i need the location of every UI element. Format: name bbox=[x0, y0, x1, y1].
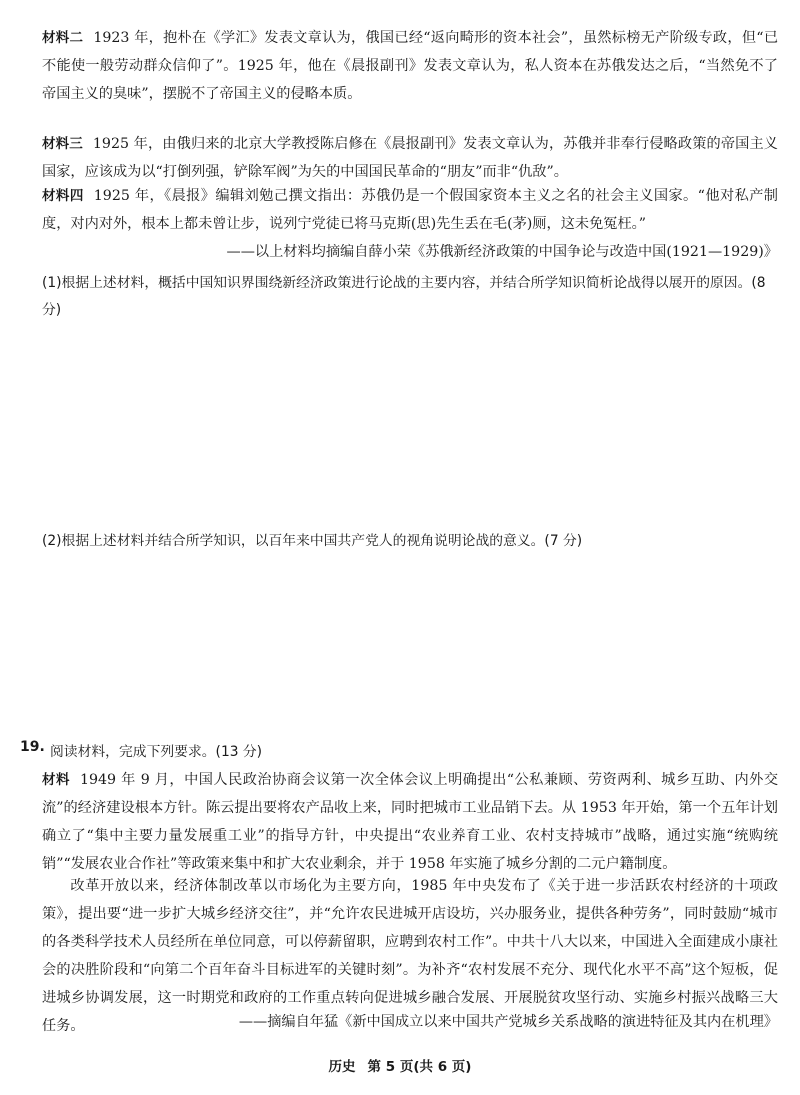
q19-material-para-2: 改革开放以来，经济体制改革以市场化为主要方向，1985 年中央发布了《关于进一步活跃农村经济的十项政策》，提出要“进一步扩大城乡经济交往”，并“允许农民进城开店设坊，兴办服务业，提供各种劳务”，同时鼓励“城市的各类科学技术人员经所在单位同意，可以停薪留职，应聘到农村工作”。中共十八大以来，中国进入全面建成小康社会的决胜阶段和“向第二个百年奋斗目标进军的关键时刻”。为补齐“农村发展不充分、现代化水平不高”这个短板，促进城乡协调发展，这一时期党和政府的工作重点转向促进城乡融合发展、开展脱贫攻坚行动、实施乡村振兴战略三大任务。 bbox=[42, 878, 778, 1034]
footer-subject: 历史 bbox=[328, 1059, 356, 1075]
material-3 bbox=[42, 130, 778, 186]
material-3-tag: 材料三 bbox=[42, 136, 83, 152]
question-2: (2)根据上述材料并结合所学知识，以百年来中国共产党人的视角说明论战的意义。(7 分) bbox=[42, 533, 583, 549]
material-4-tag: 材料四 bbox=[42, 188, 84, 204]
material-2-tag: 材料二 bbox=[42, 30, 84, 46]
question-19-number: 19. bbox=[20, 739, 45, 755]
q19-material-tag: 材料 bbox=[42, 772, 70, 788]
footer-page-number: 第 5 页(共 6 页) bbox=[367, 1059, 472, 1075]
question-1: (1)根据上述材料，概括中国知识界围绕新经济政策进行论战的主要内容，并结合所学知识简析论战得以展开的原因。(8 分) bbox=[42, 275, 766, 318]
material-4-text: 1925 年，《晨报》编辑刘勉己撰文指出：苏俄仍是一个假国家资本主义之名的社会主义国家。“他对私产制度，对内对外，根本上都未曾让步，说列宁党徒已将马克斯(思)先生丢在毛(茅)厕，这未免冤枉。” bbox=[42, 188, 778, 232]
page-footer bbox=[0, 1055, 800, 1075]
material-2 bbox=[42, 24, 778, 108]
material-4 bbox=[42, 182, 778, 238]
q19-source: ——摘编自年猛《新中国成立以来中国共产党城乡关系战略的演进特征及其内在机理》 bbox=[238, 1014, 778, 1030]
material-2-text: 1923 年，抱朴在《学汇》发表文章认为，俄国已经“返向畸形的资本社会”，虽然标榜无产阶级专政，但“已不能使一般劳动群众信仰了”。1925 年，他在《晨报副刊》发表文章认为，私人资本在苏俄发达之后，“当然免不了帝国主义的臭味”，摆脱不了帝国主义的侵略本质。 bbox=[42, 30, 779, 102]
material-3-text: 1925 年，由俄归来的北京大学教授陈启修在《晨报副刊》发表文章认为，苏俄并非奉行侵略政策的帝国主义国家，应该成为以“打倒列强，铲除军阀”为矢的中国国民革命的“朋友”而非“仇敌”。 bbox=[42, 136, 778, 180]
q19-material-text-1: 1949 年 9 月，中国人民政治协商会议第一次全体会议上明确提出“公私兼顾、劳资两利、城乡互助、内外交流”的经济建设根本方针。陈云提出要将农产品收上来，同时把城市工业品销下去。从 1953 年开始，第一个五年计划确立了“集中主要力量发展重工业”的指导方针，中央提出“农业养育工业、农村支持城市”战略，通过实施“统购统销”“发展农业合作社”等政策来集中和扩大农业剩余，并于 1958 年实施了城乡分割的二元户籍制度。 bbox=[42, 772, 779, 872]
q19-material-para-1 bbox=[42, 766, 778, 878]
question-19-title: 阅读材料，完成下列要求。(13 分) bbox=[50, 744, 263, 760]
material-source: ——以上材料均摘编自薛小荣《苏俄新经济政策的中国争论与改造中国(1921—1929)》 bbox=[226, 244, 778, 260]
